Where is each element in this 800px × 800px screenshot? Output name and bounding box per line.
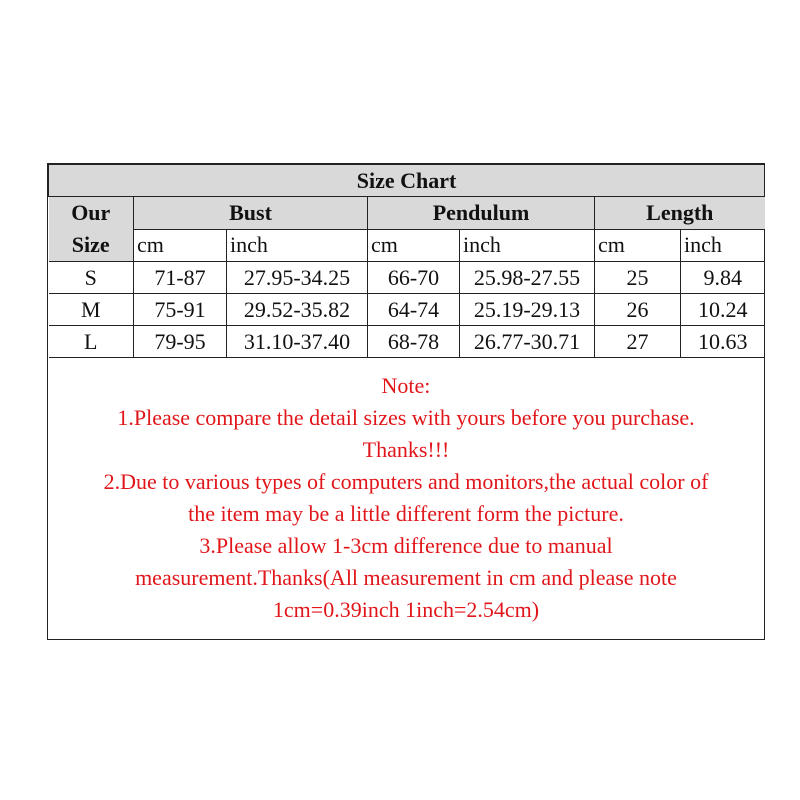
pendulum-header: Pendulum [368,197,595,230]
length-cm-cell: 26 [595,294,681,326]
bust-header: Bust [134,197,368,230]
length-inch-cell: 10.63 [681,326,765,358]
unit-length-inch: inch [681,229,765,262]
bust-inch-cell: 27.95-34.25 [227,262,368,294]
bust-cm-cell: 71-87 [134,262,227,294]
table-row [49,262,765,294]
note-heading: Note: [381,373,431,398]
pendulum-inch-cell: 26.77-30.71 [460,326,595,358]
bust-inch-cell: 29.52-35.82 [227,294,368,326]
length-cm-cell: 25 [595,262,681,294]
unit-bust-cm: cm [134,229,227,262]
table-row [49,294,765,326]
note-line: 2.Due to various types of computers and monitors,the actual color of [103,469,709,494]
size-cell: L [49,326,134,358]
chart-title: Size Chart [49,165,765,197]
length-inch-cell: 9.84 [681,262,765,294]
size-chart [47,163,765,640]
pendulum-cm-cell: 68-78 [368,326,460,358]
bust-cm-cell: 79-95 [134,326,227,358]
note-line: 1cm=0.39inch 1inch=2.54cm) [272,597,540,622]
note-line: Thanks!!! [362,437,450,462]
size-cell: S [49,262,134,294]
table-row [49,326,765,358]
unit-bust-inch: inch [227,229,368,262]
our-size-line1: Our [71,200,111,225]
note-line: 1.Please compare the detail sizes with yours before you purchase. [117,405,695,430]
our-size-header [49,197,134,262]
bust-cm-cell: 75-91 [134,294,227,326]
length-inch-cell: 10.24 [681,294,765,326]
our-size-line2: Size [71,232,110,257]
unit-pendulum-cm: cm [368,229,460,262]
note-line: measurement.Thanks(All measurement in cm and please note [135,565,677,590]
unit-pendulum-inch: inch [460,229,595,262]
notes-section [48,358,764,626]
unit-length-cm: cm [595,229,681,262]
note-line: 3.Please allow 1-3cm difference due to manual [199,533,613,558]
note-line: the item may be a little different form the picture. [188,501,624,526]
size-table [48,164,765,358]
length-header: Length [595,197,765,230]
size-cell: M [49,294,134,326]
pendulum-cm-cell: 66-70 [368,262,460,294]
pendulum-inch-cell: 25.19-29.13 [460,294,595,326]
pendulum-cm-cell: 64-74 [368,294,460,326]
pendulum-inch-cell: 25.98-27.55 [460,262,595,294]
bust-inch-cell: 31.10-37.40 [227,326,368,358]
length-cm-cell: 27 [595,326,681,358]
